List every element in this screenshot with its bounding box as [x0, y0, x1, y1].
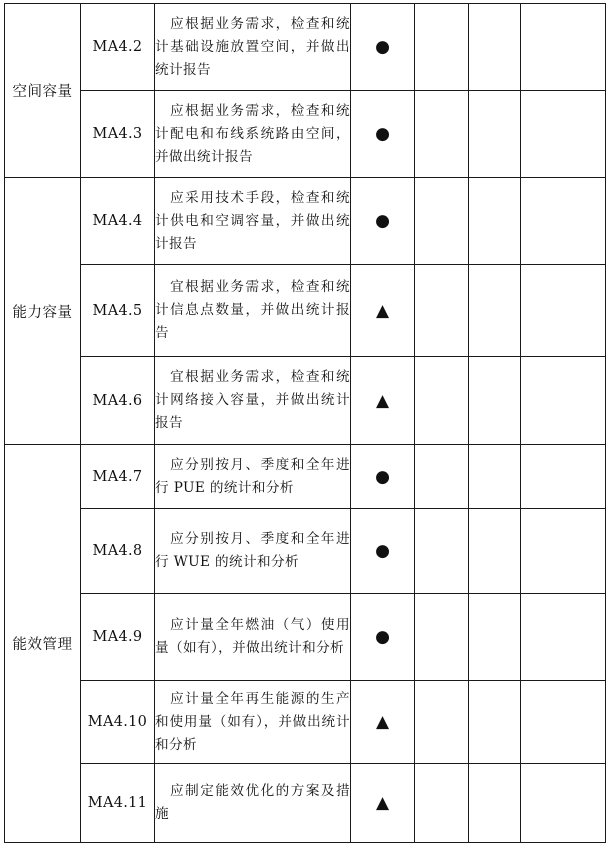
requirement-text: 应分别按月、季度和全年进行 PUE 的统计和分析 — [155, 456, 350, 496]
empty-cell — [415, 265, 469, 357]
table-row — [5, 357, 606, 445]
requirement-text: 应计量全年再生能源的生产和使用量（如有），并做出统计和分析 — [155, 690, 350, 753]
empty-cell — [415, 178, 469, 265]
requirement-cell — [155, 91, 351, 178]
empty-cell — [415, 4, 469, 91]
mark-cell — [351, 594, 415, 681]
requirement-cell — [155, 4, 351, 91]
mark-cell — [351, 265, 415, 357]
empty-cell — [521, 594, 606, 681]
table-row — [5, 509, 606, 594]
filled-triangle-icon: ▲ — [375, 793, 390, 813]
code-cell: MA4.8 — [81, 509, 155, 594]
requirement-text: 宜根据业务需求，检查和统计网络接入容量，并做出统计报告 — [155, 369, 350, 431]
requirement-text: 应分别按月、季度和全年进行 WUE 的统计和分析 — [155, 531, 350, 570]
empty-cell — [521, 681, 606, 764]
empty-cell — [415, 91, 469, 178]
mark-cell — [351, 178, 415, 265]
requirements-table — [4, 3, 606, 843]
mark-cell — [351, 4, 415, 91]
empty-cell — [469, 4, 521, 91]
requirement-cell — [155, 681, 351, 764]
table-row — [5, 594, 606, 681]
mark-cell — [351, 445, 415, 509]
filled-circle-icon: ● — [375, 541, 390, 561]
requirement-cell — [155, 594, 351, 681]
code-cell: MA4.2 — [81, 4, 155, 91]
empty-cell — [469, 509, 521, 594]
table-row — [5, 445, 606, 509]
empty-cell — [415, 681, 469, 764]
empty-cell — [415, 509, 469, 594]
empty-cell — [469, 178, 521, 265]
code-cell: MA4.9 — [81, 594, 155, 681]
category-cell: 能效管理 — [5, 445, 81, 843]
category-cell: 能力容量 — [5, 178, 81, 445]
empty-cell — [469, 265, 521, 357]
code-cell: MA4.10 — [81, 681, 155, 764]
empty-cell — [469, 764, 521, 843]
requirement-text: 应根据业务需求，检查和统计配电和布线系统路由空间，并做出统计报告 — [155, 102, 350, 165]
requirement-cell — [155, 357, 351, 445]
empty-cell — [521, 357, 606, 445]
mark-cell — [351, 357, 415, 445]
table-row — [5, 265, 606, 357]
empty-cell — [415, 357, 469, 445]
requirement-text: 应制定能效优化的方案及措施 — [155, 783, 350, 822]
table-row — [5, 681, 606, 764]
requirement-cell — [155, 178, 351, 265]
empty-cell — [415, 594, 469, 681]
requirement-cell — [155, 764, 351, 843]
code-cell: MA4.3 — [81, 91, 155, 178]
table-row — [5, 4, 606, 91]
filled-triangle-icon: ▲ — [375, 300, 390, 321]
empty-cell — [521, 265, 606, 357]
empty-cell — [469, 357, 521, 445]
requirement-text: 应采用技术手段，检查和统计供电和空调容量，并做出统计报告 — [155, 189, 350, 252]
empty-cell — [469, 445, 521, 509]
empty-cell — [469, 681, 521, 764]
table-row — [5, 764, 606, 843]
code-cell: MA4.7 — [81, 445, 155, 509]
filled-triangle-icon: ▲ — [375, 390, 390, 411]
table-row — [5, 178, 606, 265]
empty-cell — [415, 764, 469, 843]
filled-circle-icon: ● — [375, 627, 390, 647]
empty-cell — [521, 445, 606, 509]
empty-cell — [469, 594, 521, 681]
requirement-cell — [155, 509, 351, 594]
mark-cell — [351, 509, 415, 594]
requirement-cell — [155, 265, 351, 357]
empty-cell — [521, 91, 606, 178]
empty-cell — [521, 764, 606, 843]
category-cell: 空间容量 — [5, 4, 81, 178]
empty-cell — [521, 509, 606, 594]
requirement-cell — [155, 445, 351, 509]
empty-cell — [521, 178, 606, 265]
requirement-text: 应根据业务需求，检查和统计基础设施放置空间，并做出统计报告 — [155, 15, 350, 78]
filled-triangle-icon: ▲ — [375, 712, 390, 732]
filled-circle-icon: ● — [375, 124, 390, 144]
code-cell: MA4.4 — [81, 178, 155, 265]
mark-cell — [351, 91, 415, 178]
code-cell: MA4.6 — [81, 357, 155, 445]
code-cell: MA4.11 — [81, 764, 155, 843]
empty-cell — [521, 4, 606, 91]
table-row — [5, 91, 606, 178]
requirement-text: 应计量全年燃油（气）使用量（如有），并做出统计和分析 — [155, 617, 350, 656]
code-cell: MA4.5 — [81, 265, 155, 357]
mark-cell — [351, 764, 415, 843]
filled-circle-icon: ● — [375, 211, 390, 231]
requirement-text: 宜根据业务需求，检查和统计信息点数量，并做出统计报告 — [155, 279, 350, 341]
filled-circle-icon: ● — [375, 466, 390, 487]
mark-cell — [351, 681, 415, 764]
empty-cell — [469, 91, 521, 178]
filled-circle-icon: ● — [375, 37, 390, 57]
empty-cell — [415, 445, 469, 509]
